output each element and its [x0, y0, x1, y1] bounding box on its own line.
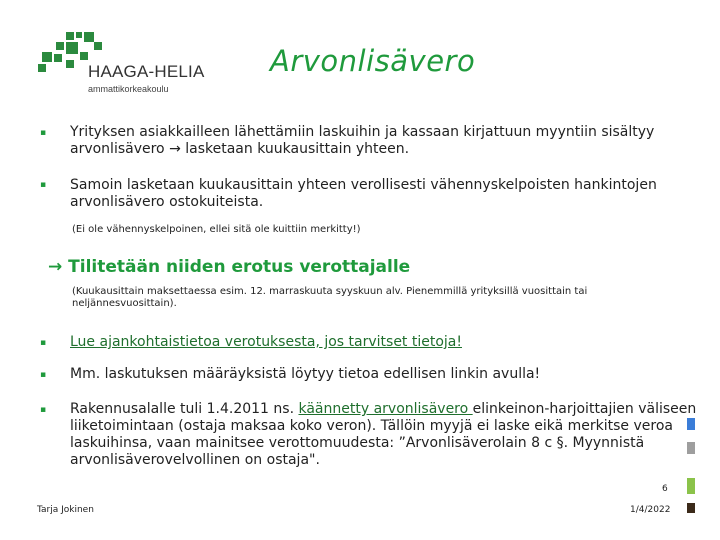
bullet-text-4: Mm. laskutuksen määräyksistä löytyy tietoa edellisen linkin avulla! — [70, 366, 541, 382]
bullet-marker: ▪ — [40, 338, 47, 348]
footer-date: 1/4/2022 — [630, 505, 671, 515]
bullet-marker: ▪ — [40, 370, 47, 380]
tax-info-link[interactable]: Lue ajankohtaistietoa verotuksesta, jos tarvitset tietoja! — [70, 334, 462, 350]
bullet-marker: ▪ — [40, 405, 47, 415]
side-color-bar — [687, 503, 695, 513]
note-payment-schedule: (Kuukausittain maksettaessa esim. 12. marraskuuta syyskuun alv. Pienemmillä yrityksillä vuosittain tai neljännesvuosittain). — [72, 286, 588, 309]
reverse-vat-link[interactable]: käännetty arvonlisävero — [298, 401, 473, 417]
side-color-bar — [687, 478, 695, 494]
footer-author: Tarja Jokinen — [37, 505, 94, 515]
logo-name: HAAGA-HELIA — [88, 62, 205, 81]
page-number: 6 — [662, 484, 668, 494]
bullet-marker: ▪ — [40, 180, 47, 190]
bullet-5-before: Rakennusalalle tuli 1.4.2011 ns. — [70, 401, 299, 417]
haaga-helia-logo — [38, 32, 208, 98]
bullet-text-2: Samoin lasketaan kuukausittain yhteen verollisesti vähennyskelpoisten hankintojen arvonlisävero ostokuiteista. — [70, 177, 657, 210]
bullet-text-3 — [70, 334, 700, 351]
section-heading: → Tilitetään niiden erotus verottajalle — [48, 257, 411, 277]
bullet-5-after: elinkeinon-harjoittajien väliseen liiketoimintaan (ostaja maksaa koko veron). Tällöin myyjä ei laske eikä merkitse veroa laskuihinsa, vaan mainitsee verottomuudesta: ”Arvonlisäverolain 8 c §. Myynnistä arvonlisäverovelvollinen on ostaja". — [70, 401, 697, 468]
side-color-bar — [687, 418, 695, 430]
bullet-text-5 — [70, 401, 698, 469]
logo-subtitle: ammattikorkeakoulu — [88, 84, 169, 94]
note-deductible: (Ei ole vähennyskelpoinen, ellei sitä ole kuittiin merkitty!) — [72, 224, 361, 235]
bullet-marker: ▪ — [40, 128, 47, 138]
bullet-text-1: Yrityksen asiakkailleen lähettämiin laskuihin ja kassaan kirjattuun myyntiin sisältyy arvonlisävero → lasketaan kuukausittain yhteen. — [70, 124, 655, 157]
side-color-bar — [687, 442, 695, 454]
page-title: Arvonlisävero — [270, 44, 476, 78]
